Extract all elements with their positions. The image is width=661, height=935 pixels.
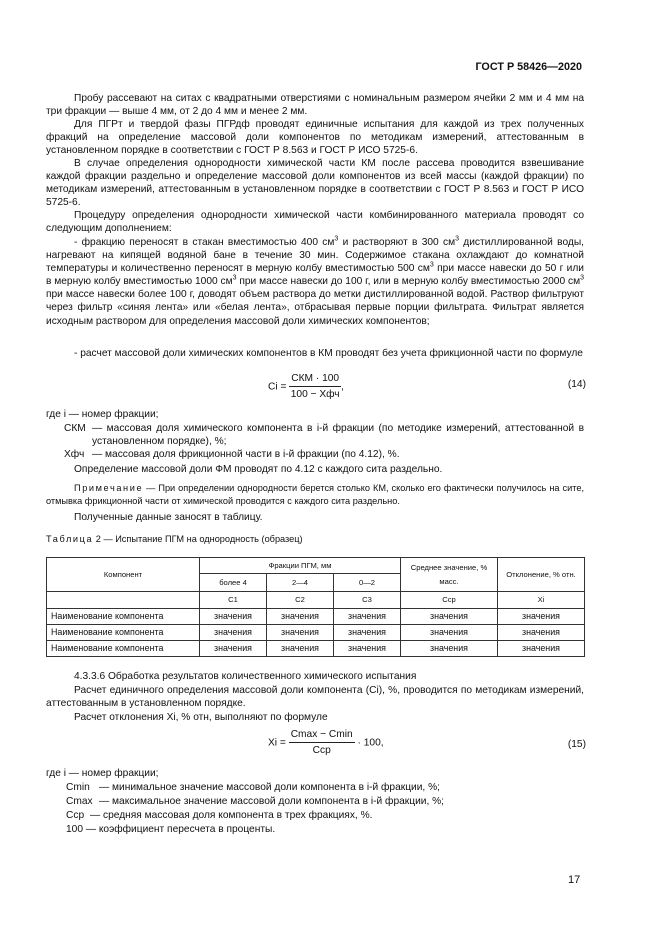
paragraph-single-determination: Расчет единичного определения массовой доли компонента (Ci), %, проводится по методикам измерений, аттестованным в установленном порядке. <box>46 685 584 710</box>
header-deviation: Отклонение, % отн. <box>498 558 585 592</box>
symbol-ccp: Cср <box>66 810 85 821</box>
cell-value: значения <box>267 609 334 625</box>
cell-value: значения <box>200 641 267 657</box>
symbol-xfch: Xфч <box>64 449 85 460</box>
header-fractions: Фракции ПГМ, мм <box>200 558 401 574</box>
symbol-cmax: Cmax <box>66 796 93 807</box>
definition-100: 100 — коэффициент пересчета в проценты. <box>66 824 276 835</box>
cell-component: Наименование компонента <box>47 641 200 657</box>
equation-number-15: (15) <box>567 739 586 750</box>
paragraph-record-table: Полученные данные заносят в таблицу. <box>74 512 263 523</box>
paragraph-pgrt: Для ПГРт и твердой фазы ПГРдф проводят единичные испытания для каждой из трех полученных фракций на определение массовой доли компонентов по методикам измерений, аттестованным в установленном порядке в соответствии с ГОСТ Р 8.563 и ГОСТ Р ИСО 5725-6. <box>46 119 584 157</box>
cell-value: значения <box>267 625 334 641</box>
definition-ccp: — средняя массовая доля компонента в трех фракциях, %. <box>90 810 373 821</box>
cell-value: значения <box>334 625 401 641</box>
symbol-cmin: Cmin <box>66 782 90 793</box>
page-number: 17 <box>568 874 581 886</box>
cell-value: значения <box>200 609 267 625</box>
cell-component: Наименование компонента <box>47 609 200 625</box>
definition-xfch: — массовая доля фрикционной части в i-й фракции (по 4.12), %. <box>92 449 400 460</box>
cell-value: значения <box>498 609 585 625</box>
table-caption: Таблица 2 — Испытание ПГМ на однородность (образец) <box>46 534 303 544</box>
cell-value: значения <box>334 609 401 625</box>
table-row <box>47 641 585 657</box>
paragraph-procedure: Процедуру определения однородности химической части комбинированного материала проводят со следующим дополнением: <box>46 210 584 235</box>
cell-value: значения <box>401 625 498 641</box>
symbol-row-empty <box>47 592 200 609</box>
paragraph-km-homogeneity: В случае определения однородности химической части КМ после рассева проводится взвешивание каждой фракции раздельно и определение массовой доли компонентов из всей массы (каждой фракции) по методикам измерений, аттестованным в установленном порядке в соответствии с ГОСТ Р 8.563 и ГОСТ Р ИСО 5725-6. <box>46 158 584 209</box>
subheader-fraction: 0—2 <box>334 574 401 592</box>
homogeneity-table <box>46 557 585 657</box>
where-i-fraction-2: где i — номер фракции; <box>46 768 159 779</box>
formula-15: Xi = $\frac{Cmax - Cmin}{\text{Cср}}$ · 100, <box>268 729 384 757</box>
paragraph-sieving: Пробу рассевают на ситах с квадратными отверстиями с номинальным размером ячейки 2 мм и 4 мм на три фракции — выше 4 мм, от 2 до 4 мм и менее 2 мм. <box>46 93 584 118</box>
cell-value: значения <box>401 641 498 657</box>
equation-number-14: (14) <box>567 379 586 390</box>
cell-value: значения <box>267 641 334 657</box>
subheader-fraction: более 4 <box>200 574 267 592</box>
section-4336-title: 4.3.3.6 Обработка результатов количественного химического испытания <box>74 671 417 682</box>
header-component: Компонент <box>47 558 200 592</box>
paragraph-fraction-transfer: - фракцию переносят в стакан вместимостью 400 $см^3$ и растворяют в 300 $см^3$ дистиллированной воды, нагревают на кипящей водяной бане в течение 30 мин. Содержимое стакана охлаждают до комнатной температуры и количественно переносят в мерную колбу вместимостью 500 $см^3$ при массе навески до 50 г или в мерную колбу вместимостью 1000 $см^3$ при массе навески до 100 г, или в мерную колбу вместимостью 2000 $см^3$ при массе навески более 100 г, доводят объем раствора до метки дистиллированной водой. Раствор фильтруют через фильтр «синяя лента» или «белая лента», отбрасывая первые порции фильтрата. Фильтрат является исходным раствором для определения массовой доли химических компонентов; <box>46 235 584 327</box>
cell-value: значения <box>401 609 498 625</box>
paragraph-deviation-calc: Расчет отклонения Xi, % отн, выполняют по формуле <box>74 712 328 723</box>
symbol-cell: Xi <box>498 592 585 609</box>
cell-value: значения <box>498 625 585 641</box>
symbol-cell: C1 <box>200 592 267 609</box>
definition-cmax: — максимальное значение массовой доли компонента в i-й фракции, %; <box>99 796 444 807</box>
cell-value: значения <box>200 625 267 641</box>
cell-value: значения <box>498 641 585 657</box>
formula-14: Ci = $\frac{\text{CКМ · 100}}{\text{100 − Xфч}}$ , <box>268 373 344 401</box>
subheader-fraction: 2—4 <box>267 574 334 592</box>
where-i-fraction: где i — номер фракции; <box>46 409 159 420</box>
paragraph-fm-determination: Определение массовой доли ФМ проводят по 4.12 с каждого сита раздельно. <box>74 464 443 475</box>
cell-value: значения <box>334 641 401 657</box>
document-header: ГОСТ Р 58426—2020 <box>475 61 582 73</box>
definition-cmin: — минимальное значение массовой доли компонента в i-й фракции, %; <box>99 782 440 793</box>
note: Примечание — При определении однородности берется столько КМ, сколько его фактически получилось на сите, отмывка фрикционной части от химической проводится с каждого сита раздельно. <box>46 483 584 506</box>
table-row <box>47 625 585 641</box>
symbol-cell: C3 <box>334 592 401 609</box>
table-row <box>47 609 585 625</box>
symbol-cell: Cср <box>401 592 498 609</box>
symbol-ckm: CКМ <box>64 423 86 434</box>
cell-component: Наименование компонента <box>47 625 200 641</box>
paragraph-calc-formula: - расчет массовой доли химических компонентов в КМ проводят без учета фрикционной части по формуле <box>74 348 583 359</box>
symbol-cell: C2 <box>267 592 334 609</box>
definition-ckm: — массовая доля химического компонента в i-й фракции (по методике измерений, аттестованной в установленном порядке), %; <box>92 423 584 448</box>
header-mean: Среднее значение, % масс. <box>401 558 498 592</box>
